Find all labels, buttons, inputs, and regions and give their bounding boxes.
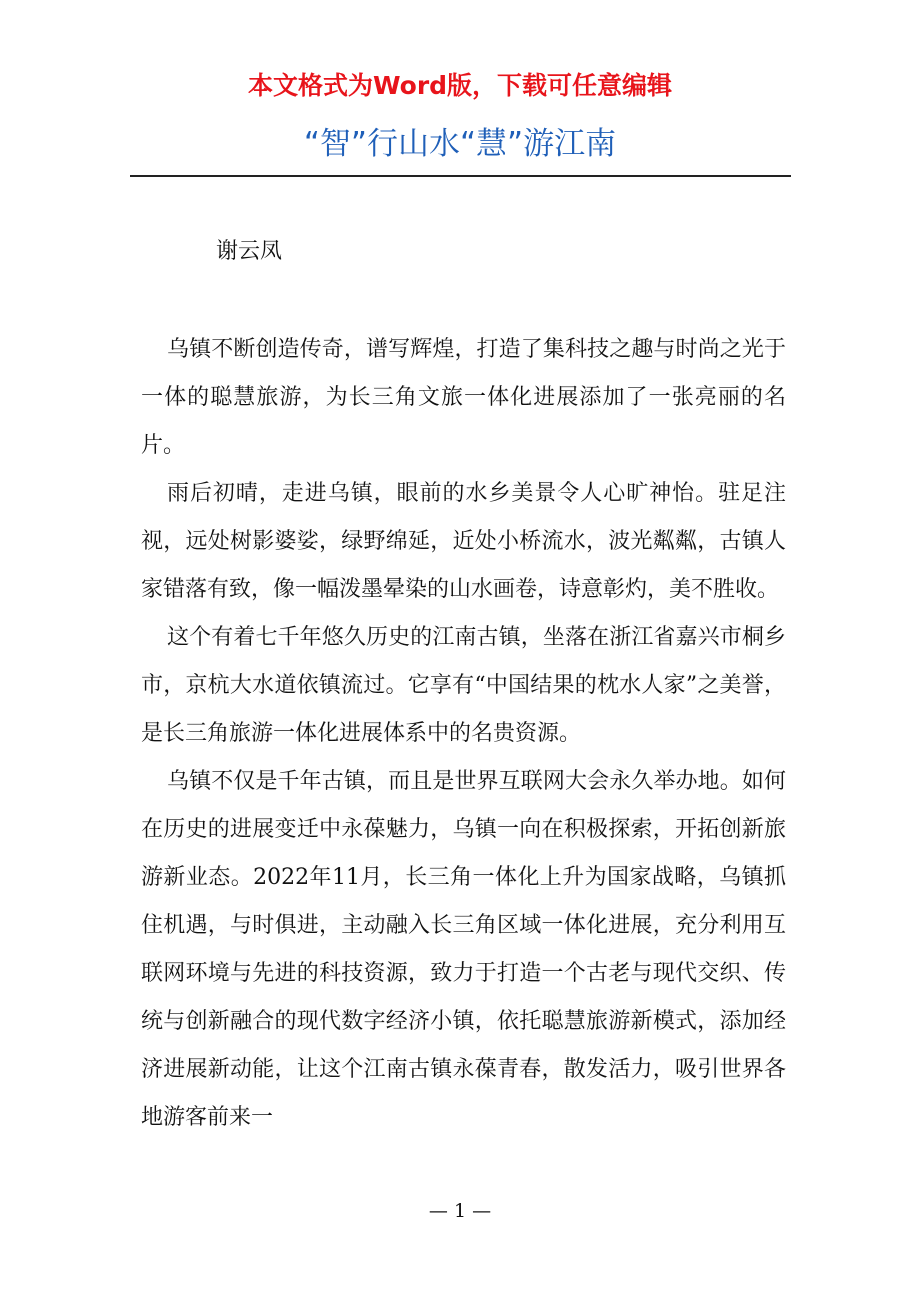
body-paragraph: 这个有着七千年悠久历史的江南古镇，坐落在浙江省嘉兴市桐乡市，京杭大水道依镇流过。它享有“中国结果的枕水人家”之美誉，是长三角旅游一体化进展体系中的名贵资源。	[141, 625, 786, 746]
title-divider	[130, 175, 791, 177]
body-paragraph: 乌镇不断创造传奇，谱写辉煌，打造了集科技之趣与时尚之光于一体的聪慧旅游，为长三角文旅一体化进展添加了一张亮丽的名片。	[141, 337, 786, 458]
document-title: “智”行山水“慧”游江南	[303, 126, 617, 162]
header-notice: 本文格式为Word版，下载可任意编辑	[247, 71, 673, 100]
body-paragraph: 雨后初晴，走进乌镇，眼前的水乡美景令人心旷神怡。驻足注视，远处树影婆娑，绿野绵延，近处小桥流水，波光粼粼，古镇人家错落有致，像一幅泼墨晕染的山水画卷，诗意彰灼，美不胜收。	[141, 481, 786, 602]
author-name: 谢云凤	[216, 239, 283, 264]
document-body	[141, 326, 786, 1142]
page-number: — 1 —	[428, 1200, 492, 1222]
body-paragraph: 乌镇不仅是千年古镇，而且是世界互联网大会永久举办地。如何在历史的进展变迁中永葆魅力，乌镇一向在积极探索，开拓创新旅游新业态。2022年11月，长三角一体化上升为国家战略，乌镇抓住机遇，与时俱进，主动融入长三角区域一体化进展，充分利用互联网环境与先进的科技资源，致力于打造一个古老与现代交织、传统与创新融合的现代数字经济小镇，依托聪慧旅游新模式，添加经济进展新动能，让这个江南古镇永葆青春，散发活力，吸引世界各地游客前来一	[141, 769, 786, 1130]
